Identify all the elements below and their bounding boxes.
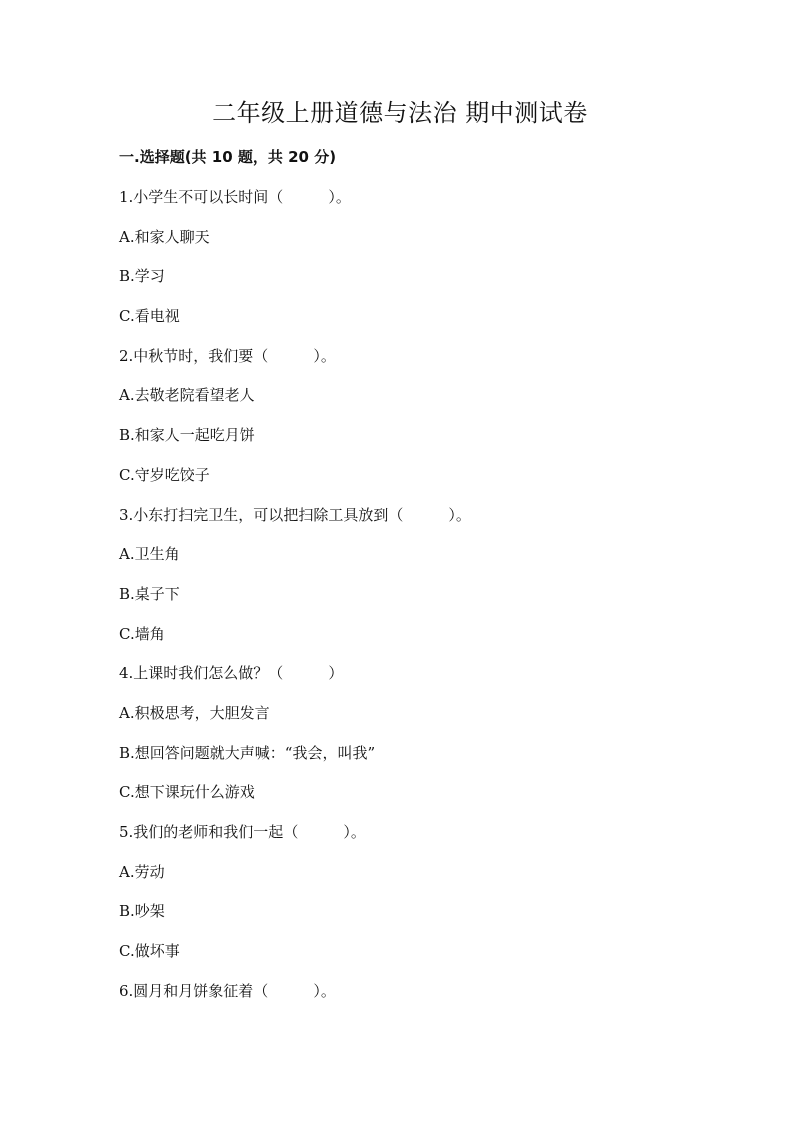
answer-option: B.桌子下 (119, 584, 180, 603)
answer-option: A.和家人聊天 (119, 227, 210, 246)
answer-option: B.吵架 (119, 902, 165, 921)
answer-option: C.墙角 (119, 624, 165, 643)
answer-option: A.卫生角 (119, 545, 180, 564)
question-stem: 1.小学生不可以长时间（ ）。 (119, 188, 351, 206)
page-title: 二年级上册道德与法治 期中测试卷 (212, 99, 588, 127)
question-stem: 4.上课时我们怎么做？（ ） (119, 664, 344, 683)
question-stem: 3.小东打扫完卫生，可以把扫除工具放到（ ）。 (119, 505, 471, 524)
section-heading: 一.选择题(共 10 题，共 20 分) (119, 148, 337, 166)
question-list (119, 182, 719, 1015)
answer-option: B.和家人一起吃月饼 (119, 426, 255, 445)
answer-option: A.劳动 (119, 862, 165, 881)
answer-option: C.看电视 (119, 307, 180, 326)
answer-option: B.学习 (119, 267, 165, 286)
answer-option: A.去敬老院看望老人 (119, 386, 255, 405)
question-stem: 6.圆月和月饼象征着（ ）。 (119, 981, 336, 1000)
answer-option: C.做坏事 (119, 942, 180, 961)
question-stem: 5.我们的老师和我们一起（ ）。 (119, 823, 366, 841)
answer-option: C.守岁吃饺子 (119, 465, 210, 484)
answer-option: C.想下课玩什么游戏 (119, 783, 255, 802)
answer-option: A.积极思考，大胆发言 (119, 703, 270, 722)
answer-option: B.想回答问题就大声喊：“我会，叫我” (119, 743, 376, 762)
question-stem: 2.中秋节时，我们要（ ）。 (119, 346, 336, 365)
